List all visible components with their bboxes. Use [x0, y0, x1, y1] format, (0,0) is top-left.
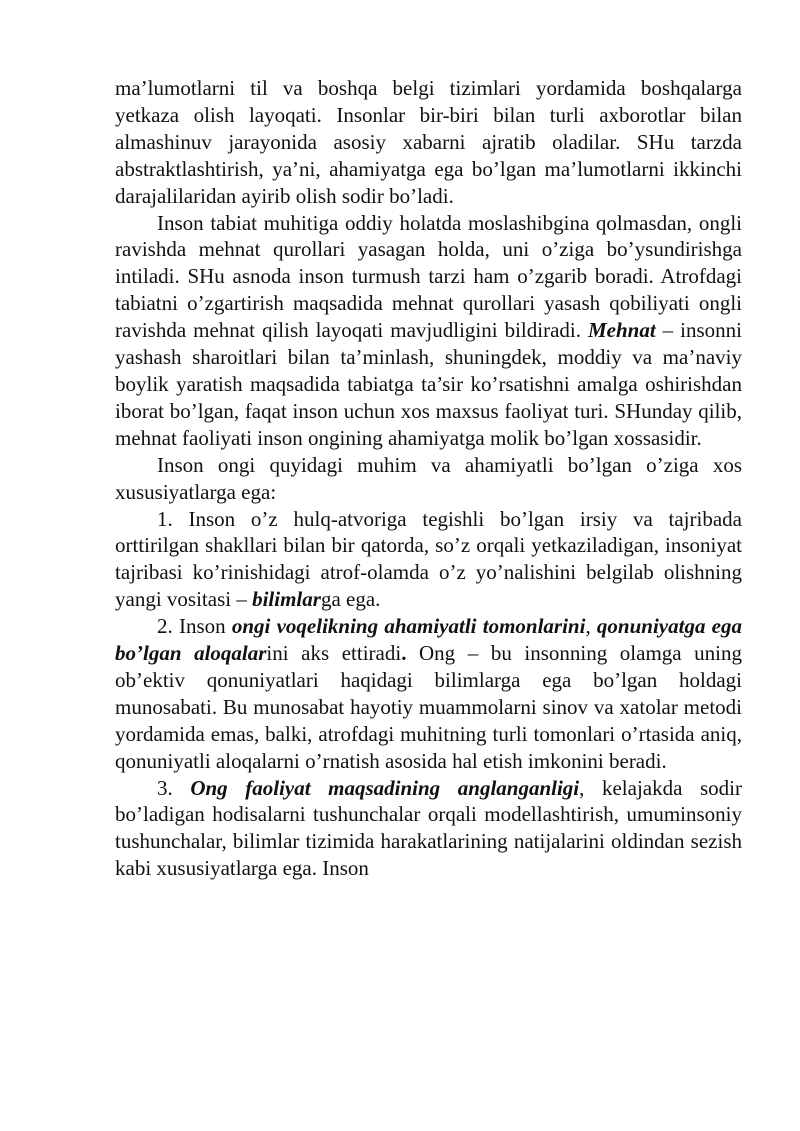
paragraph-2-text-after: – insonni yashash sharoitlari bilan ta’minlash, shuningdek, moddiy va ma’naviy boylik yaratish maqsadida tabiatga ta’sir ko’rsatishni amalga oshirishdan iborat bo’lgan, faqat inson uchun xos maxsus faoliyat turi. SHunday qilib, mehnat faoliyati inson ongining ahamiyatga molik bo’lgan xossasidir. [115, 318, 742, 450]
list-item-2 [115, 613, 742, 774]
term-bilimlar: bilimlar [252, 587, 321, 612]
term-ong-faoliyat-maqsadi: Ong faoliyat maqsadining anglanganligi [190, 775, 580, 800]
paragraph-2-text-before: Inson tabiat muhitiga oddiy holatda moslashibgina qolmasdan, ongli ravishda mehnat qurollari yasagan holda, uni o’ziga bo’ysundirishga intiladi. SHu asnoda inson turmush tarzi ham o’zgarib boradi. Atrofdagi tabiatni o’zgartirish maqsadida mehnat qurollari yasash qobiliyati ongli ravishda mehnat qilish layoqati mavjudligini bildiradi. [115, 210, 742, 343]
paragraph-3 [115, 452, 742, 506]
list-item-2-bold-dot: . [401, 641, 407, 666]
list-item-2-text-rest: Ong – bu insonning olamga uning ob’ektiv qonuniyatlari haqidagi bilimlarga ega bo’lgan holdagi munosabati. Bu munosabat hayotiy muammolarni sinov va xatolar metodi yordamida emas, balki, atrofdagi muhitning turli tomonlari o’rtasida aniq, qonuniyatli aloqalarni o’rnatish asosida hal etish imkonini beradi. [115, 641, 743, 773]
list-item-3-text-before: 3. [157, 775, 191, 800]
term-mehnat: Mehnat [587, 318, 656, 343]
document-page [115, 75, 742, 882]
list-item-1-text-after: ga ega. [320, 587, 381, 612]
paragraph-3-text: Inson ongi quyidagi muhim va ahamiyatli bo’lgan o’ziga xos xususiyatlarga ega: [115, 452, 742, 504]
list-item-1 [115, 506, 742, 614]
list-item-3 [115, 775, 742, 883]
paragraph-2 [115, 210, 742, 452]
list-item-3-text-after: , kelajakda sodir bo’ladigan hodisalarni tushunchalar orqali modellashtirish, umuminsoniy tushunchalar, bilimlar tizimida harakatlarining natijalarini oldindan sezish kabi xususiyatlarga ega. Inson [115, 775, 742, 881]
list-item-2-separator: , [585, 614, 597, 639]
list-item-1-text-before: 1. Inson o’z hulq-atvoriga tegishli bo’lgan irsiy va tajribada orttirilgan shakllari bilan bir qatorda, so’z orqali yetkaziladigan, insoniyat tajribasi ko’rinishidagi atrof-olamda o’z yo’nalishini belgilab olishning yangi vositasi – [115, 506, 742, 612]
list-item-2-text-before: 2. Inson [157, 614, 232, 639]
term-qonuniyatga-ega-aloqalar: qonuniyatga ega bo’lgan aloqalar [115, 614, 742, 666]
paragraph-1-text: ma’lumotlarni til va boshqa belgi tizimlari yordamida boshqalarga yetkaza olish layoqati. Insonlar bir-biri bilan turli axborotlar bilan almashinuv jarayonida asosiy xabarni ajratib oladilar. SHu tarzda abstraktlashtirish, ya’ni, ahamiyatga ega bo’lgan ma’lumotlarni ikkinchi darajalilaridan ayirib olish sodir bo’ladi. [115, 76, 742, 208]
paragraph-1 [115, 75, 742, 210]
term-ongi-voqelik: ongi voqelikning ahamiyatli tomonlarini [231, 614, 586, 639]
list-item-2-text-after: ini aks ettiradi [266, 641, 402, 666]
